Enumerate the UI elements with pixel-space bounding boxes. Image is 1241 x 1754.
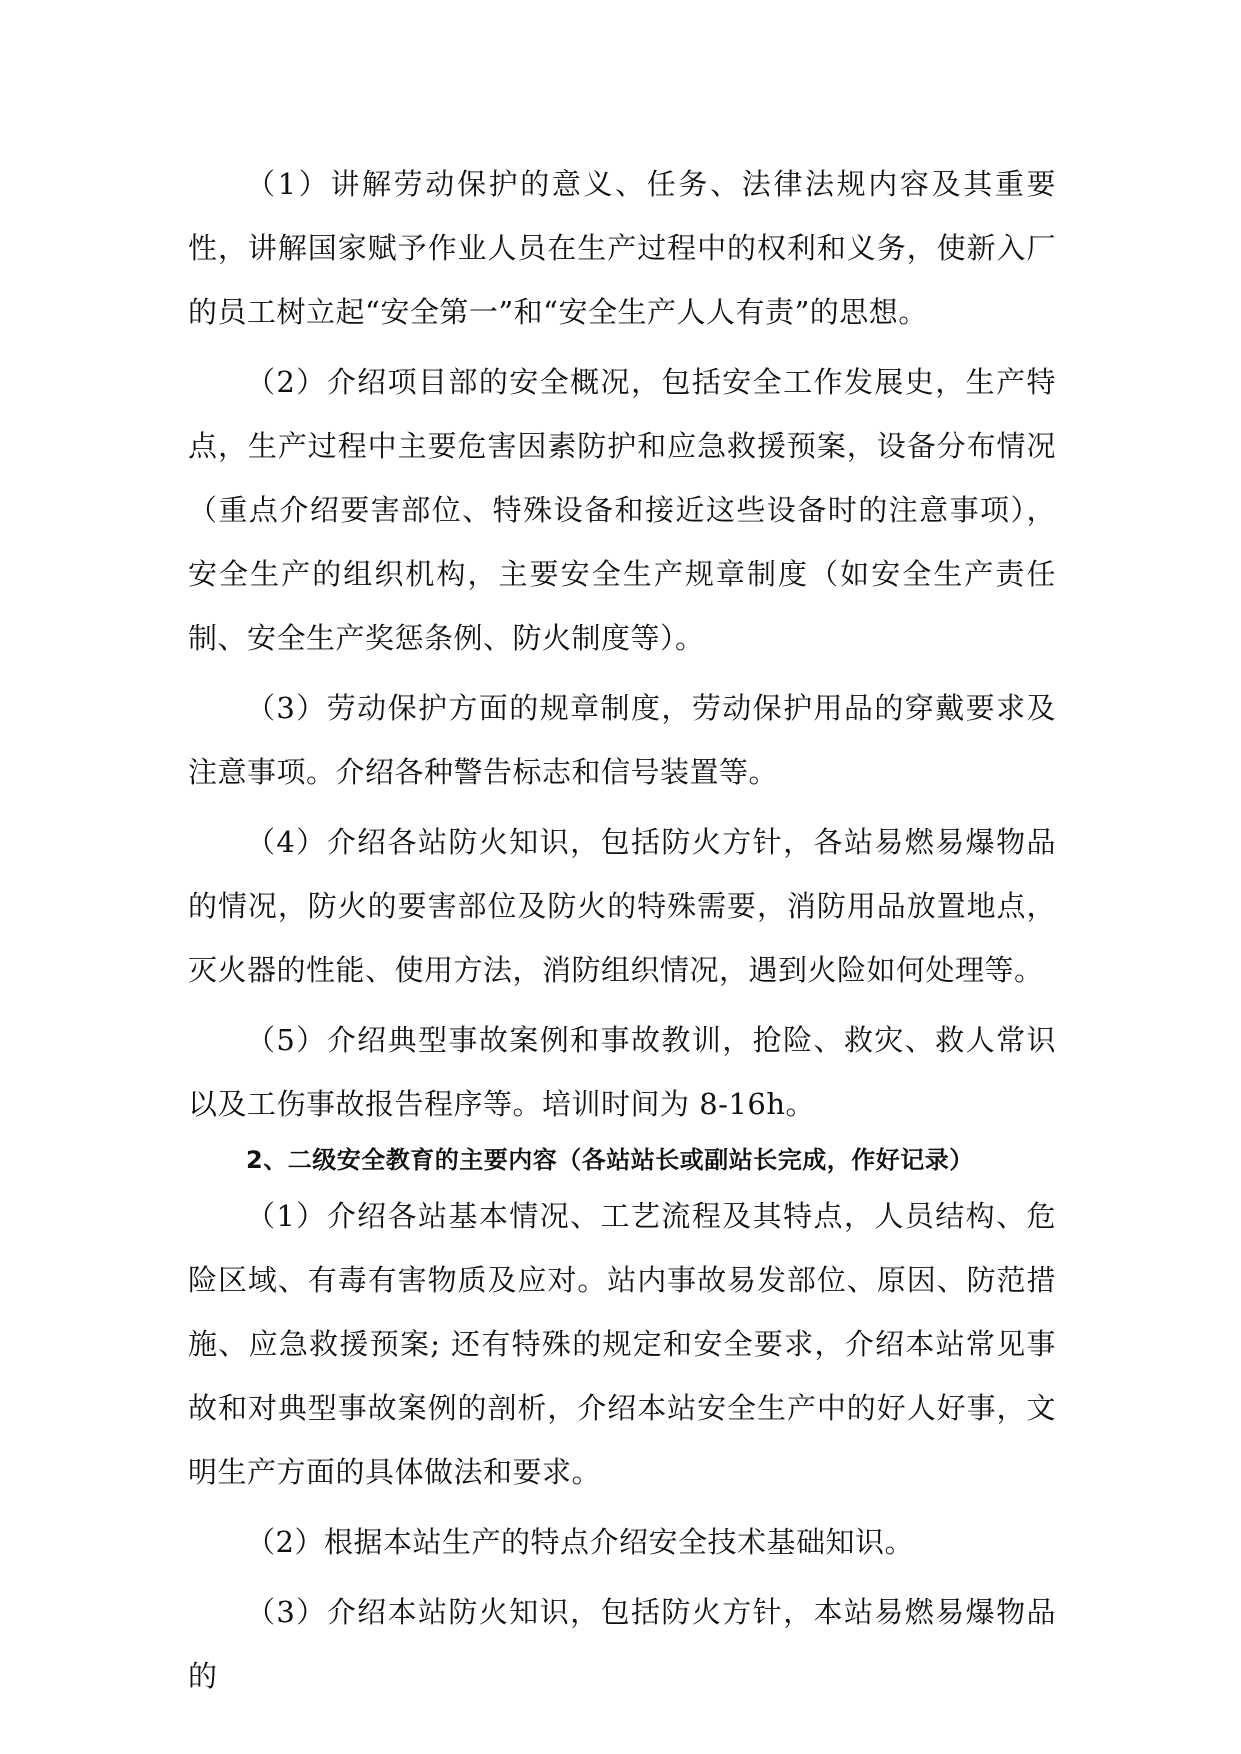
section-paragraph-3: （3）介绍本站防火知识，包括防火方针，本站易燃易爆物品的 — [188, 1595, 1056, 1693]
paragraph-5: （5）介绍典型事故案例和事故教训，抢险、救灾、救人常识以及工伤事故报告程序等。培训时间为 8-16h。 — [188, 1023, 1056, 1121]
paragraph-2: （2）介绍项目部的安全概况，包括安全工作发展史，生产特点，生产过程中主要危害因素防护和应急救援预案，设备分布情况（重点介绍要害部位、特殊设备和接近这些设备时的注意事项），安全生产的组织机构，主要安全生产规章制度（如安全生产责任制、安全生产奖惩条例、防火制度等）。 — [188, 365, 1056, 655]
document-body — [188, 152, 1056, 1708]
section-paragraph-2: （2）根据本站生产的特点介绍安全技术基础知识。 — [246, 1525, 914, 1559]
paragraph-3: （3）劳动保护方面的规章制度，劳动保护用品的穿戴要求及注意事项。介绍各种警告标志和信号装置等。 — [188, 691, 1056, 789]
section-paragraph-1: （1）介绍各站基本情况、工艺流程及其特点，人员结构、危险区域、有毒有害物质及应对。站内事故易发部位、原因、防范措施、应急救援预案; 还有特殊的规定和安全要求，介绍本站常见事故和对典型事故案例的剖析，介绍本站安全生产中的好人好事，文明生产方面的具体做法和要求。 — [188, 1199, 1056, 1489]
section-heading: 2、二级安全教育的主要内容（各站站长或副站长完成，作好记录） — [246, 1146, 974, 1174]
paragraph-1: （1）讲解劳动保护的意义、任务、法律法规内容及其重要性，讲解国家赋予作业人员在生产过程中的权利和义务，使新入厂的员工树立起“安全第一”和“安全生产人人有责”的思想。 — [188, 167, 1056, 329]
paragraph-4: （4）介绍各站防火知识，包括防火方针，各站易燃易爆物品的情况，防火的要害部位及防火的特殊需要，消防用品放置地点，灭火器的性能、使用方法，消防组织情况，遇到火险如何处理等。 — [188, 825, 1056, 987]
